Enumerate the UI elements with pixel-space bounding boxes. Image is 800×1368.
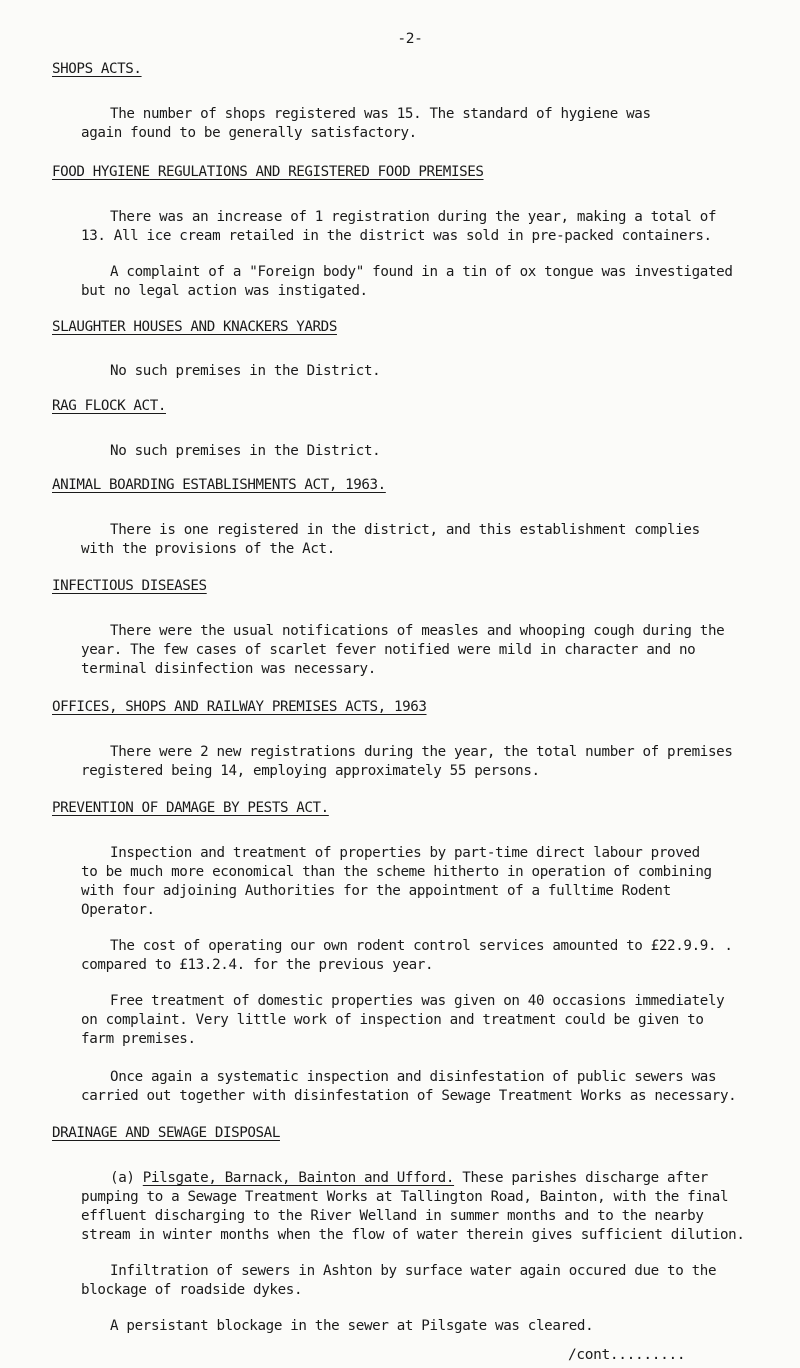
text-line: year. The few cases of scarlet fever notified were mild in character and no: [81, 642, 696, 658]
list-marker: (a): [110, 1170, 135, 1186]
parish-names: Pilsgate, Barnack, Bainton and Ufford.: [142, 1170, 455, 1186]
infectious-paragraph: [52, 622, 752, 679]
pests-paragraph-1: [52, 844, 752, 920]
text-line: stream in winter months when the flow of water therein gives sufficient dilution.: [81, 1227, 745, 1243]
text-line: carried out together with disinfestation of Sewage Treatment Works as necessary.: [81, 1088, 737, 1104]
text-line: registered being 14, employing approximately 55 persons.: [81, 763, 540, 779]
text-line: with the provisions of the Act.: [81, 541, 335, 557]
animal-paragraph: [52, 521, 752, 559]
heading-drainage-and-sewage: DRAINAGE AND SEWAGE DISPOSAL: [52, 1125, 280, 1141]
offices-paragraph: [52, 743, 752, 781]
text-line: [52, 1169, 752, 1188]
heading-infectious-diseases: INFECTIOUS DISEASES: [52, 578, 207, 594]
text-line: There were the usual notifications of measles and whooping cough during the: [110, 623, 725, 639]
text-line: Inspection and treatment of properties by part-time direct labour proved: [110, 845, 700, 861]
text-line: on complaint. Very little work of inspection and treatment could be given to: [81, 1012, 704, 1028]
heading-slaughter-houses: SLAUGHTER HOUSES AND KNACKERS YARDS: [52, 319, 337, 335]
pests-paragraph-3: [52, 992, 752, 1049]
text-line: Infiltration of sewers in Ashton by surface water again occured due to the: [110, 1263, 717, 1279]
drainage-paragraph-2: [52, 1262, 752, 1300]
text-line: No such premises in the District.: [110, 443, 381, 459]
text-line: There was an increase of 1 registration during the year, making a total of: [110, 209, 717, 225]
text-line: A persistant blockage in the sewer at Pilsgate was cleared.: [110, 1318, 594, 1334]
text-line: farm premises.: [81, 1031, 196, 1047]
text-line: Free treatment of domestic properties was given on 40 occasions immediately: [110, 993, 725, 1009]
text-line: pumping to a Sewage Treatment Works at Tallington Road, Bainton, with the final: [81, 1189, 729, 1205]
text-line: The number of shops registered was 15. The standard of hygiene was: [110, 106, 651, 122]
text-line: effluent discharging to the River Welland in summer months and to the nearby: [81, 1208, 704, 1224]
shops-paragraph: [52, 105, 752, 143]
text-line: There is one registered in the district, and this establishment complies: [110, 522, 700, 538]
heading-rag-flock: RAG FLOCK ACT.: [52, 398, 166, 414]
food-paragraph-2: [52, 263, 752, 301]
text-line: but no legal action was instigated.: [81, 283, 368, 299]
text-line: compared to £13.2.4. for the previous year.: [81, 957, 434, 973]
heading-food-hygiene: FOOD HYGIENE REGULATIONS AND REGISTERED FOOD PREMISES: [52, 164, 484, 180]
text-line: A complaint of a "Foreign body" found in a tin of ox tongue was investigated: [110, 264, 733, 280]
text-line: Once again a systematic inspection and disinfestation of public sewers was: [110, 1069, 717, 1085]
drainage-paragraph-3: [52, 1317, 752, 1336]
text-line: again found to be generally satisfactory.: [81, 125, 417, 141]
text-line: The cost of operating our own rodent control services amounted to £22.9.9. .: [110, 938, 733, 954]
text-line: Operator.: [81, 902, 155, 918]
slaughter-paragraph: [52, 362, 752, 381]
page-number: -2-: [397, 31, 423, 47]
text-line: terminal disinfection was necessary.: [81, 661, 376, 677]
food-paragraph-1: [52, 208, 752, 246]
heading-prevention-of-damage-by-pests: PREVENTION OF DAMAGE BY PESTS ACT.: [52, 800, 329, 816]
text-line: 13. All ice cream retailed in the district was sold in pre-packed containers.: [81, 228, 712, 244]
drainage-paragraph-1: [52, 1169, 752, 1245]
pests-paragraph-4: [52, 1068, 752, 1106]
text-line: There were 2 new registrations during the year, the total number of premises: [110, 744, 733, 760]
text-line: No such premises in the District.: [110, 363, 381, 379]
text-line: with four adjoining Authorities for the appointment of a fulltime Rodent: [81, 883, 671, 899]
text-span: These parishes discharge after: [454, 1170, 709, 1186]
text-line: blockage of roadside dykes.: [81, 1282, 303, 1298]
heading-animal-boarding: ANIMAL BOARDING ESTABLISHMENTS ACT, 1963.: [52, 477, 386, 493]
pests-paragraph-2: [52, 937, 752, 975]
rag-paragraph: [52, 442, 752, 461]
continuation-marker: /cont.........: [568, 1347, 686, 1363]
text-line: to be much more economical than the scheme hitherto in operation of combining: [81, 864, 712, 880]
heading-shops-acts: SHOPS ACTS.: [52, 61, 142, 77]
heading-offices-shops-railway: OFFICES, SHOPS AND RAILWAY PREMISES ACTS, 1963: [52, 699, 427, 715]
